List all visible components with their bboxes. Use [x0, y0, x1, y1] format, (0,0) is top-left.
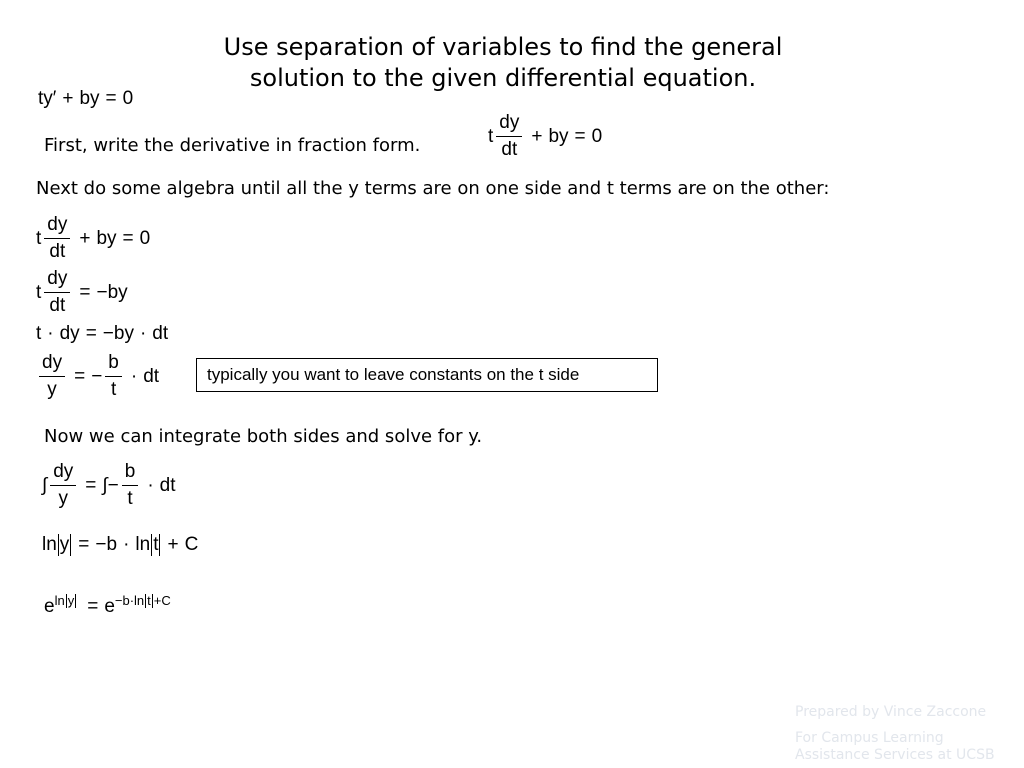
term-by: by — [96, 227, 117, 249]
numerator-dy: dy — [44, 214, 70, 239]
plus-sign: + — [531, 125, 543, 147]
denominator-dt: dt — [49, 241, 66, 262]
title-line-2: solution to the given differential equation. — [249, 64, 757, 92]
term-minus-by: −by — [96, 281, 128, 303]
dot-ln: ·ln — [129, 593, 145, 608]
algebra-line-1 — [36, 214, 150, 263]
note-text: typically you want to leave constants on the t side — [207, 365, 580, 384]
dy-over-y-fraction — [39, 352, 65, 401]
abs-bar — [151, 534, 152, 556]
base-e: e — [104, 596, 115, 617]
denominator-dt: dt — [49, 295, 66, 316]
denominator-y: y — [58, 488, 68, 509]
term-by: by — [548, 125, 569, 147]
denominator-y: y — [47, 379, 57, 400]
prepared-by-credit: Prepared by Vince Zaccone — [795, 704, 987, 720]
minus-sign: − — [91, 365, 103, 387]
equals-sign: = — [122, 227, 134, 249]
plus-sign: + — [62, 88, 74, 109]
plus-sign: + — [167, 534, 179, 555]
dy-dt-fraction — [44, 268, 70, 317]
algebra-line-3 — [36, 321, 168, 347]
plus-c: +C — [153, 593, 171, 608]
abs-bar — [66, 594, 67, 608]
equals-sign: = — [79, 281, 91, 303]
constant-c: C — [184, 534, 199, 555]
constants-note-box — [196, 358, 658, 392]
exponent-right — [115, 593, 171, 608]
term-dy: dy — [59, 323, 80, 344]
minus-sign: − — [107, 474, 119, 496]
ln-function: ln — [54, 593, 65, 608]
dot-operator: · — [123, 534, 130, 555]
dot-operator: · — [130, 365, 138, 387]
equals-sign: = — [74, 365, 86, 387]
equals-sign: = — [85, 474, 97, 496]
b-over-t-fraction — [105, 352, 122, 401]
given-lhs: ty′ — [38, 88, 57, 109]
abs-bar — [145, 594, 146, 608]
term-dt: dt — [159, 474, 176, 496]
base-e: e — [44, 596, 55, 617]
term-minus-by: −by — [102, 323, 134, 344]
equals-sign: = — [78, 534, 90, 555]
var-t: t — [488, 125, 494, 147]
algebra-line-4 — [36, 352, 159, 401]
var-t: t — [153, 534, 159, 555]
b-over-t-fraction — [122, 461, 139, 510]
numerator-dy: dy — [44, 268, 70, 293]
numerator-b: b — [122, 461, 139, 486]
var-t: t — [36, 281, 42, 303]
dy-over-y-fraction — [50, 461, 76, 510]
step3-text: Now we can integrate both sides and solve for y. — [44, 426, 483, 447]
numerator-b: b — [105, 352, 122, 377]
zero: 0 — [591, 125, 603, 147]
integral-equation — [42, 461, 176, 510]
term-dt: dt — [152, 323, 169, 344]
integral-sign: ∫ — [102, 474, 108, 496]
equals-sign: = — [574, 125, 586, 147]
ln-function: ln — [135, 534, 151, 555]
var-t: t — [147, 593, 151, 608]
zero: 0 — [139, 227, 151, 249]
term-minus-b: −b — [95, 534, 118, 555]
abs-bar — [58, 534, 59, 556]
denominator-t: t — [110, 379, 117, 400]
dy-dt-fraction — [44, 214, 70, 263]
exponent-left — [55, 593, 78, 608]
var-t: t — [36, 323, 42, 344]
algebra-line-2 — [36, 268, 128, 317]
denominator-dt: dt — [501, 139, 518, 160]
title-line-1: Use separation of variables to find the general — [223, 33, 783, 61]
page-title — [0, 32, 1006, 94]
abs-bar — [75, 594, 76, 608]
integral-sign: ∫ — [42, 474, 48, 496]
numerator-dy: dy — [50, 461, 76, 486]
dy-dt-fraction — [496, 112, 522, 161]
log-equation — [42, 532, 198, 558]
var-y: y — [67, 593, 75, 608]
step1-text: First, write the derivative in fraction form. — [44, 135, 421, 156]
numerator-dy: dy — [496, 112, 522, 137]
equals-sign: = — [105, 88, 117, 109]
equals-sign: = — [87, 596, 99, 617]
term-minus-b: −b — [114, 593, 130, 608]
var-t: t — [36, 227, 42, 249]
dot-operator: · — [47, 323, 54, 344]
equals-sign: = — [85, 323, 97, 344]
dot-operator: · — [139, 323, 147, 344]
campus-credit-line-2: Assistance Services at UCSB — [795, 747, 995, 763]
plus-sign: + — [79, 227, 91, 249]
abs-bar — [152, 594, 153, 608]
ln-function: ln — [42, 534, 57, 555]
step2-text: Next do some algebra until all the y terms are on one side and t terms are on the other: — [36, 178, 830, 199]
given-term: by — [79, 88, 100, 109]
term-dt: dt — [143, 365, 160, 387]
abs-bar — [70, 534, 71, 556]
abs-bar — [159, 534, 160, 556]
denominator-t: t — [127, 488, 133, 509]
fraction-form-equation — [488, 112, 602, 161]
var-y: y — [59, 534, 70, 555]
campus-credit-line-1: For Campus Learning — [795, 730, 944, 746]
given-rhs: 0 — [122, 88, 134, 109]
exponential-equation — [44, 588, 171, 618]
given-equation — [38, 86, 133, 112]
dot-operator: · — [147, 474, 154, 496]
numerator-dy: dy — [39, 352, 65, 377]
